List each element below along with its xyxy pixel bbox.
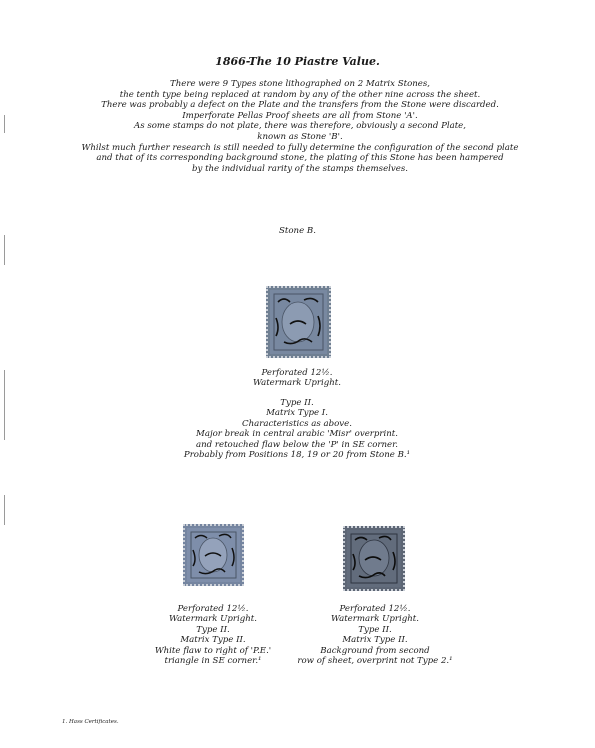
caption-line: Type II. (196, 624, 230, 635)
intro-line: and that of its corresponding background stone, the plating of this Stone has been hampered (96, 153, 504, 164)
stamp-bottom-left-image (183, 524, 244, 586)
caption-line: White flaw to right of 'P.E.' (154, 645, 272, 656)
caption-line: Background from second (320, 645, 430, 656)
caption-line: Characteristics as above. (242, 418, 352, 429)
caption-line: Perforated 12½. (177, 604, 249, 614)
caption-line: Watermark Upright. (253, 378, 341, 389)
stamp-top-art (268, 288, 329, 356)
caption-line: Watermark Upright. (331, 614, 419, 625)
page-title: 1866-The 10 Piastre Value. (215, 55, 380, 68)
caption-line: Perforated 12½. (261, 368, 333, 378)
page-edge (0, 0, 12, 748)
caption-line: Major break in central arabic 'Misr' overprint. (196, 429, 398, 440)
caption-line: Matrix Type II. (342, 635, 408, 646)
footnote: 1. Hass Certificates. (62, 719, 119, 725)
caption-line: and retouched flaw below the 'P' in SE corner. (195, 439, 398, 450)
intro-line: There was probably a defect on the Plate and the transfers from the Stone were discarded. (101, 100, 499, 111)
caption-line: Type II. (280, 398, 314, 408)
caption-top-details (172, 398, 422, 460)
caption-line: Probably from Positions 18, 19 or 20 from Stone B.¹ (183, 450, 411, 461)
caption-line: Watermark Upright. (169, 614, 257, 625)
intro-paragraph (40, 79, 560, 174)
edge-mark (4, 115, 5, 133)
stamp-bottom-right-image (343, 526, 405, 591)
caption-line: triangle in SE corner.¹ (164, 656, 262, 667)
edge-mark (4, 235, 5, 265)
caption-top-perforation (222, 368, 372, 389)
intro-line: Whilst much further research is still needed to fully determine the configuration of the second plate (81, 142, 519, 153)
stamp-bottom-right-art (345, 528, 403, 589)
caption-line: Perforated 12½. (339, 604, 411, 614)
intro-line: There were 9 Types stone lithographed on 2 Matrix Stones, (169, 79, 431, 89)
caption-line: Type II. (358, 624, 392, 635)
intro-line: by the individual rarity of the stamps themselves. (191, 163, 409, 174)
caption-line: Matrix Type II. (180, 635, 246, 646)
caption-bottom-right (290, 604, 460, 666)
edge-mark (4, 370, 5, 440)
caption-bottom-left (138, 604, 288, 666)
intro-line: Imperforate Pellas Proof sheets are all from Stone 'A'. (182, 110, 418, 121)
stamp-top-image (266, 286, 331, 358)
caption-line: Matrix Type I. (266, 408, 328, 419)
edge-mark (4, 495, 5, 525)
stone-heading: Stone B. (279, 226, 316, 236)
intro-line: known as Stone 'B'. (257, 131, 343, 142)
intro-line: As some stamps do not plate, there was therefore, obviously a second Plate, (133, 121, 467, 132)
stamp-bottom-left-art (185, 526, 242, 584)
caption-line: row of sheet, overprint not Type 2.¹ (297, 656, 453, 667)
intro-line: the tenth type being replaced at random by any of the other nine across the sheet. (119, 89, 481, 100)
